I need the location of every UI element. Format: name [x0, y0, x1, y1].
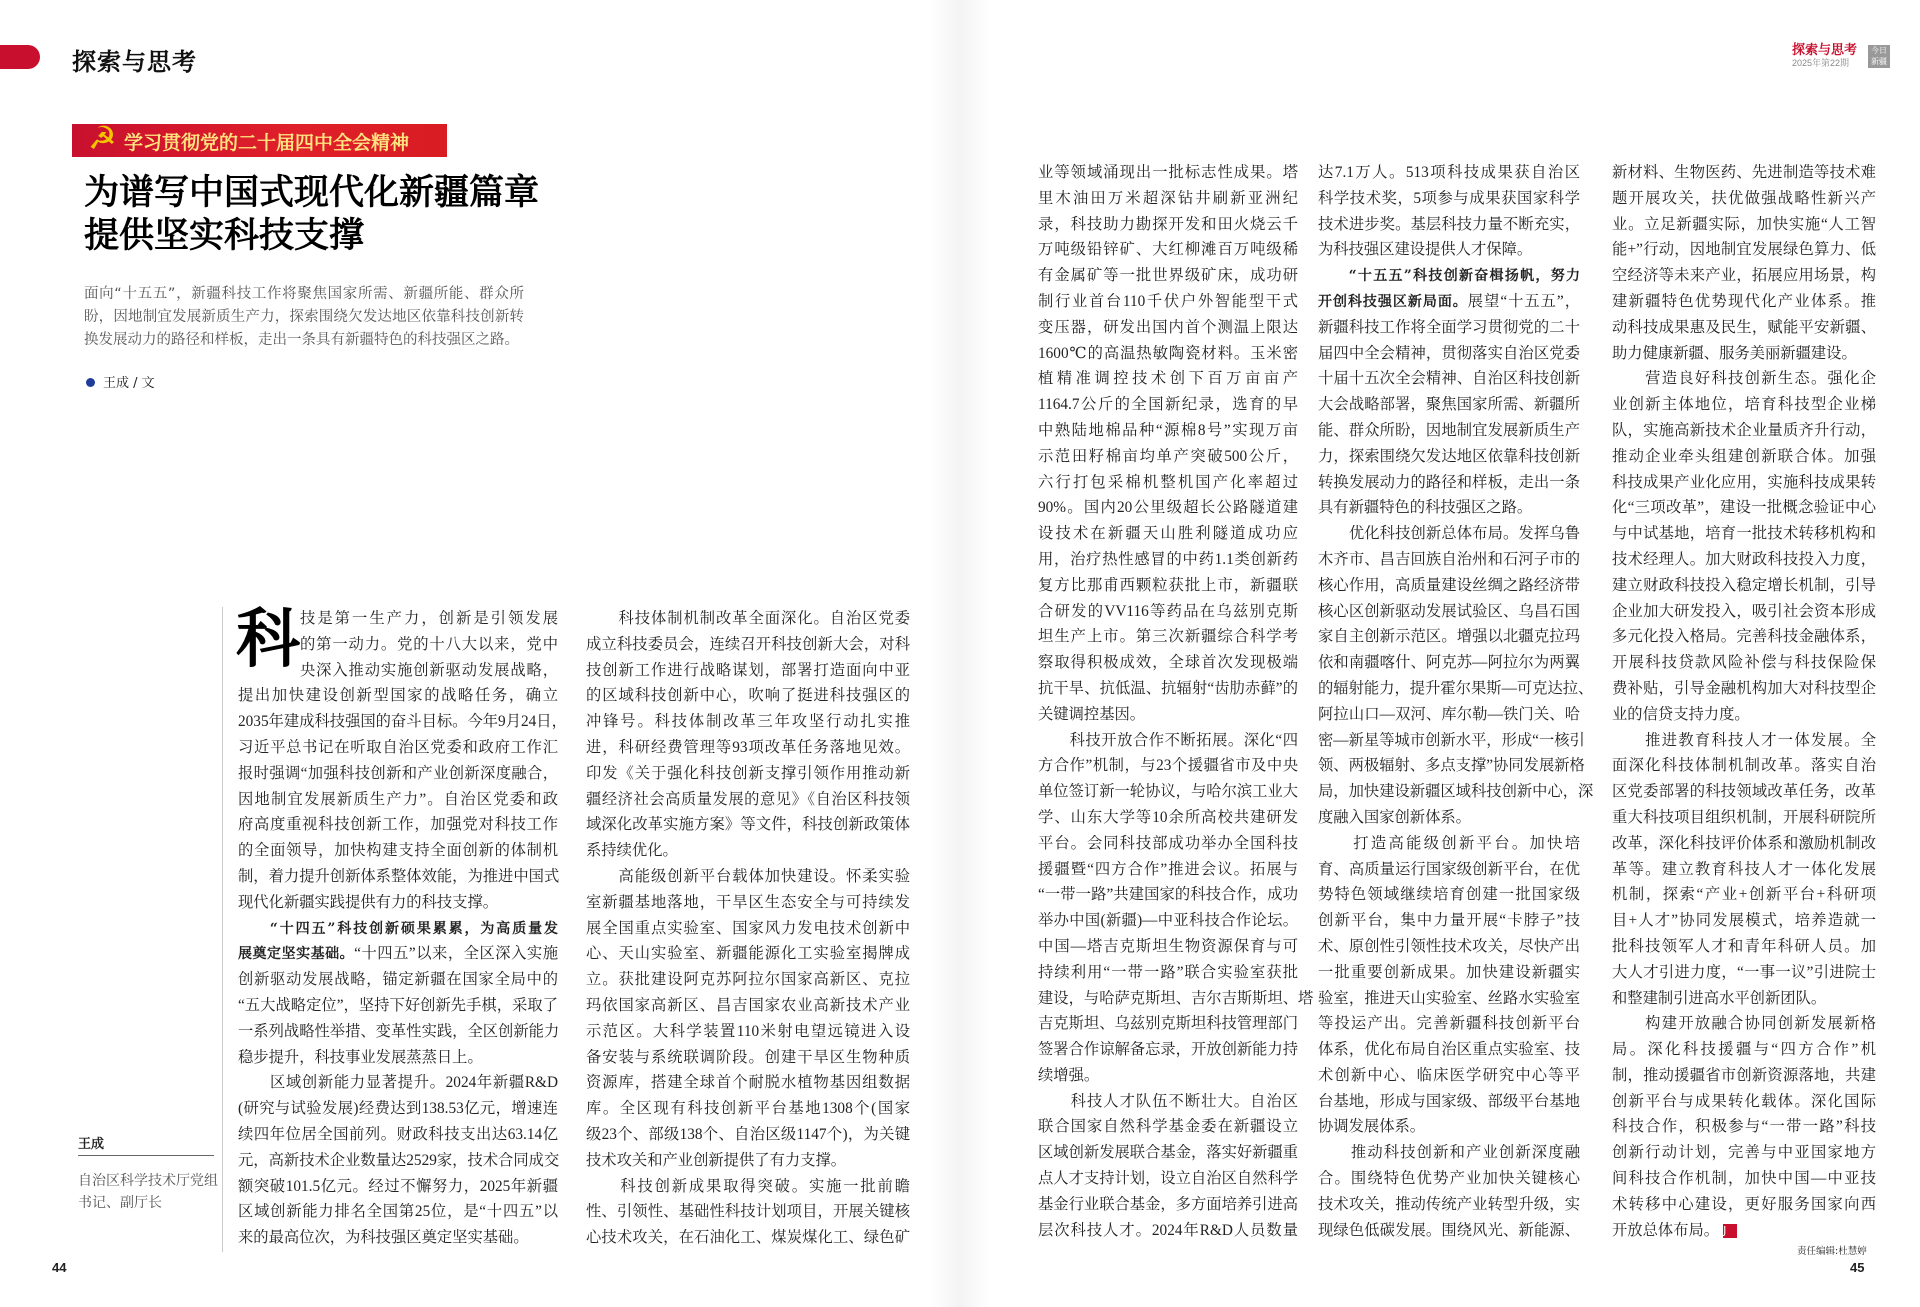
text-line: 1600℃的高温热敏陶瓷材料。玉米密	[1038, 344, 1298, 362]
text-line: 设技术在新疆天山胜利隧道成功应	[1038, 525, 1298, 543]
text-line: 级23个、部级138个、自治区级1147个)，为关键	[586, 1125, 910, 1143]
text-line: 签署合作谅解备忘录，开放创新能力持	[1038, 1041, 1299, 1059]
text-line: 术转移中心建设，更好服务国家向西	[1612, 1195, 1876, 1213]
text-line: 心技术攻关，在石油化工、煤炭煤化工、绿色矿	[586, 1229, 910, 1247]
bold-heading-text: 开创科技强区新局面。	[1318, 293, 1468, 310]
text-line: 动科技成果惠及民生，赋能平安新疆、	[1612, 318, 1876, 336]
text-line: 的全面领导，加快构建支持全面创新的体制机	[238, 842, 558, 860]
text-line: 平台。会同科技部成功举办全国科技	[1038, 834, 1298, 852]
text-line	[1318, 289, 1580, 315]
text-line: “五大战略定位”，坚持下好创新先手棋，采取了	[238, 996, 558, 1014]
text-line: 资源库，搭建全球首个耐脱水植物基因组数据	[586, 1074, 910, 1092]
text-line: 核心作用，高质量建设丝绸之路经济带	[1318, 576, 1580, 594]
text-line: 坦生产上市。第三次新疆综合科学考	[1038, 628, 1298, 646]
text-line: 报时强调“加强科技创新和产业创新深度融合，	[238, 764, 558, 782]
text-line: 达7.1万人。513项科技成果获自治区	[1318, 164, 1580, 181]
text-line: 疆经济社会高质量发展的意见》《自治区科技领	[586, 790, 910, 808]
bold-heading-text: “十四五”科技创新硕果累累，为高质量发	[238, 920, 558, 937]
text-line: 植精准调控技术创下百万亩亩产	[1038, 370, 1298, 388]
text-line: 科技合作，积极参与“一带一路”科技	[1612, 1118, 1876, 1136]
text-line: 察取得积极成效，全球首次发现极端	[1038, 654, 1298, 672]
byline-text: 王成 / 文	[103, 376, 155, 391]
text-line: 术创新中心、临床医学研究中心等平	[1318, 1066, 1580, 1084]
text-line: 续增强。	[1038, 1066, 1100, 1084]
text-line: 育、高质量运行国家级创新平台，在优	[1318, 860, 1580, 878]
text-line: 改革，深化科技评价体系和激励机制改	[1612, 834, 1876, 852]
text-line: 创新行动计划，完善与中亚国家地方	[1612, 1144, 1876, 1162]
text-line: 元，高新技术企业数量达2529家，技术合同成交	[238, 1151, 560, 1169]
text-line: 区域创新能力显著提升。2024年新疆R&D	[238, 1074, 558, 1092]
text-line: 央深入推动实施创新驱动发展战略，	[300, 661, 558, 679]
text-line: 家自主创新示范区。增强以北疆克拉玛	[1318, 628, 1580, 646]
text-line: 技是第一生产力，创新是引领发展	[300, 610, 558, 627]
text-line: 录，科技助力勘探开发和田火烧云千	[1038, 215, 1298, 233]
text-line: 科技成果产业化应用，实施科技成果转	[1612, 473, 1876, 491]
text-line: 单位签订新一轮协议，与哈尔滨工业大	[1038, 783, 1299, 801]
text-line: 制行业首台110千伏户外智能型干式	[1038, 292, 1298, 310]
text-line: 创新平台，集中力量开展“卡脖子”技	[1318, 912, 1580, 930]
text-line: 和整建制引进高水平创新团队。	[1612, 989, 1827, 1007]
text-line: 建立财政科技投入稳定增长机制，引导	[1612, 576, 1876, 594]
text-line: 技术攻关，推动传统产业转型升级，实	[1318, 1195, 1580, 1213]
text-line: 木齐市、昌吉回族自治州和石河子市的	[1318, 550, 1580, 568]
text-line: 抗干旱、抗低温、抗辐射“齿肋赤藓”的	[1038, 679, 1298, 697]
text-line: “一带一路”共建国家的科技合作，成功	[1038, 886, 1298, 904]
text-line: 台基地，形成与国家级、部级平台基地	[1318, 1092, 1580, 1110]
text-line: 区域创新发展联合基金，落实好新疆重	[1038, 1144, 1299, 1162]
text-line: 中熟陆地棉品种“源棉8号”实现万亩	[1038, 421, 1298, 439]
text-line: 核心区创新驱动发展试验区、乌昌石国	[1318, 602, 1580, 620]
text-line: 习近平总书记在听取自治区党委和政府工作汇	[238, 738, 558, 756]
body-column-5	[1612, 160, 1876, 1243]
text-line: 推动企业牵头组建创新联合体。加强	[1612, 447, 1876, 465]
running-header-left: 探索与思考	[72, 47, 197, 76]
text-line: 构建开放融合协同创新发展新格	[1612, 1015, 1876, 1033]
text-line: 大人才引进力度，“一事一议”引进院士	[1612, 963, 1876, 981]
text-line: 能、群众所盼，因地制宜发展新质生产	[1318, 421, 1580, 439]
line-text: “十四五”以来，全区深入实施	[354, 945, 558, 963]
text-line: 十届十五次全会精神、自治区科技创新	[1318, 370, 1580, 388]
author-name: 王成	[78, 1137, 105, 1152]
text-line: 示范田籽棉亩均单产突破500公斤，	[1038, 447, 1298, 465]
text-line: 转换发展动力的路径和样板，走出一条	[1318, 473, 1580, 491]
running-header-right-section: 探索与思考	[1792, 43, 1858, 58]
author-rule	[78, 1155, 214, 1156]
text-line: 业等领域涌现出一批标志性成果。塔	[1038, 164, 1298, 181]
text-line: 队，实施高新技术企业量质齐升行动，	[1612, 421, 1876, 439]
text-line: 现代化新疆实践提供有力的科技支撑。	[238, 893, 499, 911]
text-line: 能+”行动，因地制宜发展绿色算力、低	[1612, 241, 1876, 259]
text-line: 势特色领域继续培育创建一批国家级	[1318, 886, 1580, 904]
article-lead: 面向“十五五”，新疆科技工作将聚焦国家所需、新疆所能、群众所盼，因地制宜发展新质生产力，探索围绕欠发达地区依靠科技创新转换发展动力的路径和样板，走出一条具有新疆特色的科技强区之路。	[84, 286, 524, 348]
text-line: 业创新主体地位，培育科技型企业梯	[1612, 396, 1876, 414]
text-line: 提出加快建设创新型国家的战略任务，确立	[238, 687, 558, 705]
text-line: 领、两极辐射、多点支撑”协同发展新格	[1318, 757, 1585, 775]
text-line: 科技创新成果取得突破。实施一批前瞻	[586, 1177, 910, 1195]
bold-heading-text: 展奠定坚实基础。	[238, 946, 355, 963]
text-line: 体系，优化布局自治区重点实验室、技	[1318, 1041, 1580, 1059]
text-line: 制，着力提升创新体系整体效能，为推进中国式	[238, 867, 560, 885]
text-line: 心、天山实验室、新疆能源化工实验室揭牌成	[586, 945, 910, 963]
text-line: 制，推动援疆省市创新资源落地，共建	[1612, 1066, 1876, 1084]
text-line: 里木油田万米超深钻井刷新亚洲纪	[1038, 189, 1298, 207]
text-line: 新疆科技工作将全面学习贯彻党的二十	[1318, 318, 1580, 336]
text-line: 重大科技项目组织机制，开展科研院所	[1612, 808, 1876, 826]
text-line: 持续利用“一带一路”联合实验室获批	[1038, 963, 1298, 981]
text-line: 局，加快建设新疆区域科技创新中心，深	[1318, 783, 1594, 801]
text-line: 技术进步奖。基层科技力量不断充实，	[1318, 215, 1580, 233]
text-line: 费补贴，引导金融机构加大对科技型企	[1612, 679, 1876, 697]
text-line: 题开展攻关，扶优做强战略性新兴产	[1612, 189, 1876, 207]
text-line: 印发《关于强化科技创新支撑引领作用推动新	[586, 764, 910, 782]
text-line: 展全国重点实验室、国家风力发电技术创新中	[586, 919, 910, 937]
text-line	[238, 916, 558, 942]
text-line: 现绿色低碳发展。围绕风光、新能源、	[1318, 1221, 1580, 1239]
text-line: 关键调控基因。	[1038, 705, 1146, 723]
text-line: 层次科技人才。2024年R&D人员数量	[1038, 1221, 1298, 1239]
text-line: 联合国家自然科学基金委在新疆设立	[1038, 1118, 1298, 1136]
bullet-dot-icon	[86, 378, 95, 387]
text-line: 科学技术奖，5项参与成果获国家科学	[1318, 189, 1580, 207]
text-line: 为科技强区建设提供人才保障。	[1318, 241, 1533, 259]
text-line: 用，治疗热性感冒的中药1.1类创新药	[1038, 550, 1298, 568]
text-line: 科技体制机制改革全面深化。自治区党委	[586, 610, 910, 627]
topic-banner	[72, 120, 447, 157]
text-line: 额突破101.5亿元。经过不懈努力，2025年新疆	[238, 1177, 558, 1195]
text-line: 度融入国家创新体系。	[1318, 808, 1471, 826]
text-line: 1164.7公斤的全国新纪录，选育的早	[1038, 396, 1298, 414]
text-line: 性、引领性、基础性科技计划项目，开展关键核	[586, 1203, 910, 1221]
text-line: 科技人才队伍不断壮大。自治区	[1038, 1092, 1298, 1110]
text-line	[1612, 1218, 1876, 1244]
text-line: 创新驱动发展战略，锚定新疆在国家全局中的	[238, 971, 558, 989]
line-text: 展望“十五五”，	[1467, 292, 1580, 310]
text-line: 方合作”机制，与23个援疆省市及中央	[1038, 757, 1298, 775]
text-line: 的第一动力。党的十八大以来，党中	[300, 635, 558, 653]
text-line: 的区域科技创新中心，吹响了挺进科技强区的	[586, 687, 910, 705]
text-line: 备安装与系统联调阶段。创建干旱区生物种质	[586, 1048, 910, 1066]
text-line: 高能级创新平台载体加快建设。怀柔实验	[586, 867, 910, 885]
text-line: 协调发展体系。	[1318, 1118, 1426, 1136]
text-line: 业的信贷支持力度。	[1612, 705, 1750, 723]
text-line: 建设，与哈萨克斯坦、吉尔吉斯斯坦、塔	[1038, 989, 1314, 1007]
text-line: 局。深化科技援疆与“四方合作”机	[1612, 1041, 1876, 1059]
text-line: 推进教育科技人才一体发展。全	[1612, 731, 1876, 749]
text-line: 续四年位居全国前列。财政科技支出达63.14亿	[238, 1125, 558, 1143]
text-line: 间科技合作机制，加快中国—中亚技	[1612, 1170, 1876, 1188]
text-line: 域深化改革实施方案》等文件，科技创新政策体	[586, 816, 910, 834]
text-line: 与中试基地，培育一批技术转移机构和	[1612, 525, 1876, 543]
text-line: 业。立足新疆实际，加快实施“人工智	[1612, 215, 1876, 233]
text-line: 多元化投入格局。完善科技金融体系，	[1612, 628, 1876, 646]
text-line: 推动科技创新和产业创新深度融	[1318, 1144, 1580, 1162]
text-line: 吉克斯坦、乌兹别克斯坦科技管理部门	[1038, 1015, 1299, 1033]
text-line: 机制，探索“产业+创新平台+科研项	[1612, 886, 1876, 904]
text-line: 面深化科技体制机制改革。落实自治	[1612, 757, 1876, 775]
drop-cap: 科	[236, 604, 300, 675]
text-line: 验室，推进天山实验室、丝路水实验室	[1318, 989, 1580, 1007]
text-line: 成立科技委员会，连续召开科技创新大会，对科	[586, 635, 910, 653]
magazine-logo: 今日新疆	[1868, 45, 1890, 68]
text-line: 目+人才”协同发展模式，培养造就一	[1612, 912, 1876, 930]
text-line: 阿拉山口—双河、库尔勒—铁门关、哈	[1318, 705, 1580, 723]
text-line: 系持续优化。	[586, 842, 678, 860]
text-line: 合。围绕特色优势产业加快关键核心	[1318, 1170, 1580, 1188]
page-number-left: 44	[52, 1260, 67, 1275]
text-line: 技术经理人。加大财政科技投入力度，	[1612, 550, 1876, 568]
text-line: 开放总体布局。	[1612, 1221, 1720, 1239]
body-column-1	[236, 604, 567, 1251]
article-title	[84, 172, 539, 258]
text-line: 优化科技创新总体布局。发挥乌鲁	[1318, 525, 1580, 543]
text-line: (研究与试验发展)经费达到138.53亿元，增速连	[238, 1100, 558, 1118]
text-line: 2035年建成科技强国的奋斗目标。今年9月24日，	[238, 713, 567, 731]
text-line: 空经济等未来产业，拓展应用场景，构	[1612, 267, 1876, 285]
text-line: 六行打包采棉机整机国产化率超过	[1038, 473, 1298, 491]
responsible-editor: 责任编辑:杜慧婷	[1797, 1246, 1867, 1257]
text-line: 开展科技贷款风险补偿与科技保险保	[1612, 654, 1876, 672]
text-line: 营造良好科技创新生态。强化企	[1612, 370, 1876, 388]
bold-heading-text: “十五五”科技创新奋楫扬帆，努力	[1318, 268, 1580, 285]
text-line: 创新平台与成果转化载体。深化国际	[1612, 1092, 1876, 1110]
text-line: 举办中国(新疆)—中亚科技合作论坛。	[1038, 912, 1298, 930]
text-line: 打造高能级创新平台。加快培	[1318, 834, 1580, 852]
text-line: 有金属矿等一批世界级矿床，成功研	[1038, 267, 1298, 285]
text-line: 万吨级铅锌矿、大红柳滩百万吨级稀	[1038, 241, 1298, 259]
page-gutter	[930, 0, 990, 1307]
text-line: 一批重要创新成果。加快建设新疆实	[1318, 963, 1580, 981]
text-line: 稳步提升，科技事业发展蒸蒸日上。	[238, 1048, 483, 1066]
section-tab-marker	[0, 45, 40, 69]
author-title: 自治区科学技术厅党组书记、副厅长	[78, 1173, 218, 1211]
text-line: 依和南疆喀什、阿克苏—阿拉尔为两翼	[1318, 654, 1580, 672]
text-line	[238, 941, 558, 967]
body-column-2	[586, 606, 910, 1251]
text-line: 合研发的VV116等药品在乌兹别克斯	[1038, 602, 1298, 620]
text-line: 室新疆基地落地，干旱区生态安全与可持续发	[586, 893, 910, 911]
text-line: 复方比那甫西颗粒获批上市，新疆联	[1038, 576, 1298, 594]
text-line: 企业加大研发投入，吸引社会资本形成	[1612, 602, 1876, 620]
issue-number: 2025年第22期	[1792, 58, 1850, 68]
body-column-4	[1318, 160, 1594, 1243]
text-line: 的辐射能力，提升霍尔果斯—可克达拉、	[1318, 679, 1594, 697]
text-line: 点人才支持计划，设立自治区自然科学	[1038, 1170, 1299, 1188]
text-line: 玛依国家高新区、昌吉国家农业高新技术产业	[586, 996, 910, 1014]
text-line: 技创新工作进行战略谋划，部署打造面向中亚	[586, 661, 910, 679]
text-line: 一系列战略性举措、变革性实践，全区创新能力	[238, 1022, 560, 1040]
text-line: 学、山东大学等10余所高校共建研发	[1038, 808, 1298, 826]
byline	[86, 372, 155, 391]
text-line: 建新疆特色优势现代化产业体系。推	[1612, 292, 1876, 310]
text-line: 区党委部署的科技领域改革任务，改革	[1612, 783, 1876, 801]
text-line: 革等。建立教育科技人才一体化发展	[1612, 860, 1876, 878]
text-line: 科技开放合作不断拓展。深化“四	[1038, 731, 1298, 749]
text-line: 来的最高位次，为科技强区奠定坚实基础。	[238, 1229, 529, 1247]
text-line: 基金行业联合基金，多方面培养引进高	[1038, 1195, 1299, 1213]
end-mark-icon: J	[1723, 1224, 1737, 1238]
text-line: 助力健康新疆、服务美丽新疆建设。	[1612, 344, 1857, 362]
text-line: 届四中全会精神，贯彻落实自治区党委	[1318, 344, 1580, 362]
text-line: 新材料、生物医药、先进制造等技术难	[1612, 164, 1876, 181]
text-line: 技术攻关和产业创新提供了有力支撑。	[586, 1151, 847, 1169]
text-line: 等投运产出。完善新疆科技创新平台	[1318, 1015, 1580, 1033]
text-line: 大会战略部署，聚焦国家所需、新疆所	[1318, 396, 1580, 414]
text-line	[1318, 263, 1580, 289]
column-divider	[222, 607, 223, 1252]
text-line: 中国—塔吉克斯坦生物资源保育与可	[1038, 937, 1298, 955]
text-line: 术、原创性引领性技术攻关，尽快产出	[1318, 937, 1580, 955]
title-line: 提供坚实科技支撑	[84, 216, 365, 256]
text-line: 具有新疆特色的科技强区之路。	[1318, 499, 1533, 517]
text-line: 进，科研经费管理等93项改革任务落地见效。	[586, 738, 910, 756]
text-line: 府高度重视科技创新工作，加强党对科技工作	[238, 816, 558, 834]
text-line: 示范区。大科学装置110米射电望远镜进入设	[586, 1022, 910, 1040]
text-line: 库。全区现有科技创新平台基地1308个(国家	[586, 1100, 910, 1118]
text-line: 化“三项改革”，建设一批概念验证中心	[1612, 499, 1876, 517]
text-line: 力，探索围绕欠发达地区依靠科技创新	[1318, 447, 1580, 465]
text-line: 因地制宜发展新质生产力”。自治区党委和政	[238, 790, 558, 808]
running-header-right	[1792, 43, 1887, 69]
title-line: 为谱写中国式现代化新疆篇章	[84, 173, 540, 213]
body-column-3	[1038, 160, 1314, 1243]
text-line: 变压器，研发出国内首个测温上限达	[1038, 318, 1298, 336]
party-emblem-icon: ☭	[88, 120, 117, 156]
page-number-right: 45	[1850, 1260, 1865, 1275]
text-line: 援疆暨“四方合作”推进会议。拓展与	[1038, 860, 1298, 878]
banner-text: 学习贯彻党的二十届四中全会精神	[124, 132, 410, 154]
text-line: 冲锋号。科技体制改革三年攻坚行动扎实推	[586, 713, 910, 731]
text-line: 密—新星等城市创新水平，形成“一核引	[1318, 731, 1585, 749]
text-line: 批科技领军人才和青年科研人员。加	[1612, 937, 1876, 955]
text-line: 区域创新能力排名全国第25位，是“十四五”以	[238, 1203, 558, 1221]
text-line: 立。获批建设阿克苏阿拉尔国家高新区、克拉	[586, 971, 910, 989]
text-line: 90%。国内20公里级超长公路隧道建	[1038, 499, 1298, 517]
